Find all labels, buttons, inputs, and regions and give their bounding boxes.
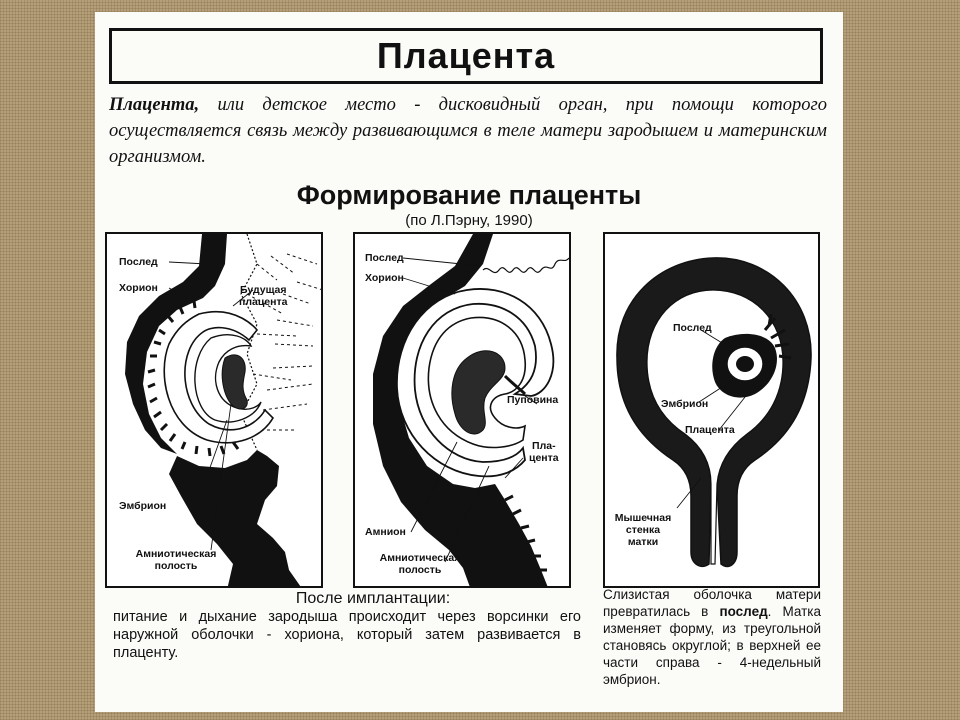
- page-title-text: Плацента: [376, 35, 556, 76]
- panel-placenta-forming: [353, 232, 571, 588]
- poster-sheet: [95, 12, 843, 712]
- label-future-placenta-line1: Будущая: [239, 284, 287, 296]
- diagram-source: (по Л.Пэрну, 1990): [405, 212, 533, 229]
- chorion-outline: [164, 312, 273, 443]
- label-amniotic-line1: Амниотическая: [379, 552, 461, 564]
- panel-4-week-embryo: [603, 232, 820, 588]
- caption-after-implantation-body: питание и дыхание зародыша происходит через ворсинки его наружной оболочки - хориона, который затем развивается в плаценту.: [113, 609, 581, 661]
- label-umbilical-cord: Пуповина: [507, 394, 559, 406]
- definition-text: или детское место - дисковидный орган, при помощи которого осуществляется связь между развивающимся в теле матери зародышем и материнским организмом.: [109, 95, 827, 167]
- diagram-title: Формирование плаценты: [296, 180, 642, 210]
- label-amniotic-line2: полость: [398, 564, 442, 576]
- label-future-placenta-line2: плацента: [239, 296, 288, 308]
- caption-after-implantation-title: После имплантации:: [295, 590, 451, 607]
- label-amnion: Амнион: [365, 526, 406, 538]
- label-posled: Послед: [365, 252, 404, 264]
- label-chorion: Хорион: [119, 282, 158, 294]
- label-chorion: Хорион: [365, 272, 404, 284]
- panel-after-implantation: [105, 232, 323, 588]
- label-future-placenta: [239, 284, 287, 308]
- embryo-shape: [736, 356, 754, 372]
- label-muscle-line2: стенка: [625, 524, 661, 536]
- label-posled: Послед: [673, 322, 712, 334]
- label-placenta-line2: цента: [529, 452, 559, 464]
- label-muscle-wall: [607, 512, 679, 548]
- label-embryo: Эмбрион: [661, 398, 709, 410]
- label-amniotic-cavity: [121, 548, 231, 572]
- label-amniotic-line1: Амниотическая: [135, 548, 217, 560]
- definition-paragraph: [109, 92, 827, 170]
- caption-mucosa-bold: послед: [719, 604, 768, 619]
- label-amniotic-cavity: [365, 552, 475, 576]
- page-title: [109, 28, 823, 84]
- label-placenta-line1: Пла-: [532, 440, 556, 452]
- caption-mucosa-after: . Матка изменяет форму, из треугольной становясь округлой; в верхней ее части справа - 4-недельный эмбрион.: [603, 604, 821, 687]
- caption-mucosa-before: Слизистая оболочка матери превратилась в: [603, 587, 821, 619]
- label-muscle-line1: Мышечная: [614, 512, 672, 524]
- embryo-shape: [222, 355, 247, 409]
- label-muscle-line3: матки: [627, 536, 659, 548]
- label-placenta: [529, 440, 559, 464]
- caption-mucosa: [603, 586, 821, 688]
- label-placenta: Плацента: [685, 424, 735, 436]
- label-posled: Послед: [119, 256, 158, 268]
- definition-term: Плацента,: [109, 95, 200, 115]
- label-amniotic-line2: полость: [154, 560, 198, 572]
- label-embryo: Эмбрион: [119, 500, 167, 512]
- future-placenta-dashes: [247, 254, 323, 430]
- posled-wavy-line: [483, 258, 569, 273]
